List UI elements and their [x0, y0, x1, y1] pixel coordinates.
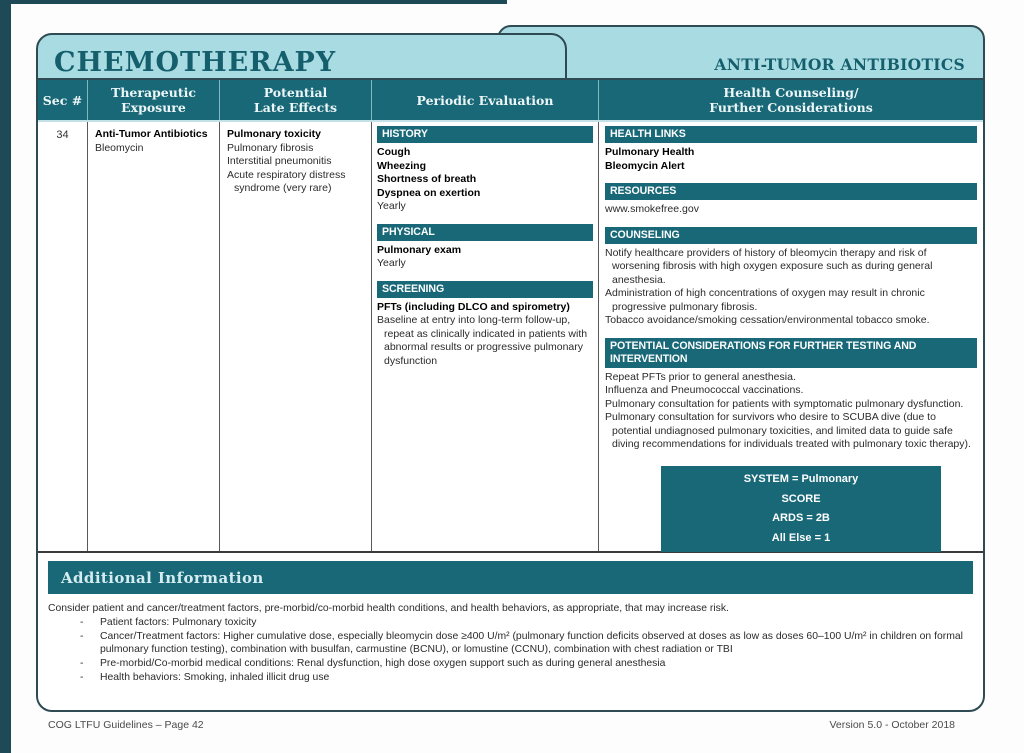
physical-frequency: Yearly	[377, 257, 406, 269]
history-item: Wheezing	[377, 159, 426, 172]
additional-intro: Consider patient and cancer/treatment factors, pre-morbid/co-morbid health conditions, and health behaviors, as appropriate, that may increase risk.	[48, 603, 729, 614]
bullet-dash: -	[80, 658, 84, 670]
potential-item: Influenza and Pneumococcal vaccinations.	[605, 384, 804, 396]
health-link: Pulmonary Health	[605, 146, 695, 158]
history-item: Cough	[377, 146, 411, 158]
counseling-item: Tobacco avoidance/smoking cessation/environmental tobacco smoke.	[605, 314, 930, 326]
guidelines-sheet	[36, 78, 985, 712]
history-item: Dyspnea on exertion	[377, 186, 481, 199]
additional-bullet: - Health behaviors: Smoking, inhaled illicit drug use	[80, 671, 330, 683]
resources-banner: RESOURCES	[605, 183, 977, 200]
history-banner: HISTORY	[377, 126, 593, 143]
late-effect-title: Pulmonary toxicity	[227, 128, 321, 140]
late-effect-item: Pulmonary fibrosis	[227, 141, 314, 154]
physical-item: Pulmonary exam	[377, 243, 462, 256]
table-header-row	[38, 80, 983, 122]
screening-test: PFTs (including DLCO and spirometry)	[377, 300, 570, 313]
column-header-periodic-evaluation: Periodic Evaluation	[372, 80, 599, 120]
score-label: SCORE	[781, 492, 821, 505]
viewer-edge-left	[0, 0, 11, 753]
score-box	[661, 466, 941, 552]
footer-page-reference: COG LTFU Guidelines – Page 42	[48, 719, 204, 731]
cell-sec-number	[38, 122, 88, 551]
bullet-dash: -	[80, 671, 84, 683]
potential-considerations-banner: POTENTIAL CONSIDERATIONS FOR FURTHER TESTING AND INTERVENTION	[605, 338, 977, 368]
tab-right-label: ANTI-TUMOR ANTIBIOTICS	[714, 55, 965, 74]
health-links-banner: HEALTH LINKS	[605, 126, 977, 143]
additional-information-body	[48, 602, 971, 685]
column-header-health-counseling: Health Counseling/ Further Considerations	[709, 85, 873, 115]
potential-item: Pulmonary consultation for patients with symptomatic pulmonary dysfunction.	[605, 397, 964, 410]
column-header-therapeutic-exposure: Therapeutic Exposure	[88, 80, 220, 120]
screening-banner: SCREENING	[377, 281, 593, 298]
score-ards: ARDS = 2B	[772, 512, 830, 525]
counseling-item: Notify healthcare providers of history of bleomycin therapy and risk of worsening fibrosis with high oxygen exposure such as during general anesthesia.	[605, 246, 933, 286]
resource-url[interactable]: www.smokefree.gov	[605, 203, 699, 215]
late-effect-item: Acute respiratory distress syndrome (very rare)	[227, 168, 346, 194]
viewer-edge-top	[0, 0, 507, 4]
screening-detail: Baseline at entry into long-term follow-up, repeat as clinically indicated in patients with abnormal results or progressive pulmonary dysfunction	[377, 314, 588, 367]
sec-number: 34	[56, 129, 69, 141]
cell-therapeutic-exposure	[88, 122, 220, 551]
potential-item: Repeat PFTs prior to general anesthesia.	[605, 370, 796, 383]
counseling-item: Administration of high concentrations of oxygen may result in chronic progressive pulmonary fibrosis.	[605, 287, 925, 313]
footer-version: Version 5.0 - October 2018	[829, 719, 955, 731]
history-frequency: Yearly	[377, 200, 406, 212]
tab-anti-tumor-antibiotics	[497, 25, 985, 85]
exposure-title: Anti-Tumor Antibiotics	[95, 128, 208, 140]
cell-health-counseling	[599, 122, 983, 551]
bullet-dash: -	[80, 630, 84, 642]
cell-potential-late-effects	[220, 122, 372, 551]
additional-information-title: Additional Information	[61, 568, 264, 587]
score-all-else: All Else = 1	[771, 531, 831, 544]
late-effect-item: Interstitial pneumonitis	[227, 155, 332, 167]
additional-bullet: - Patient factors: Pulmonary toxicity	[80, 616, 257, 628]
potential-item: Pulmonary consultation for survivors who desire to SCUBA dive (due to potential undiagnosed pulmonary toxicities, and limited data to guide safe diving recommendations for individuals treated with pulmonary toxic therapy).	[605, 411, 971, 450]
health-link: Bleomycin Alert	[605, 159, 685, 172]
bullet-dash: -	[80, 616, 84, 628]
counseling-banner: COUNSELING	[605, 227, 977, 244]
additional-information-banner	[48, 561, 973, 594]
table-row	[38, 122, 983, 553]
score-system: SYSTEM = Pulmonary	[743, 473, 859, 486]
additional-bullet: - Pre-morbid/Co-morbid medical conditions: Renal dysfunction, high dose oxygen support such as during general anesthesia	[80, 658, 666, 670]
column-header-sec: Sec #	[38, 80, 88, 120]
cell-periodic-evaluation	[372, 122, 599, 551]
physical-banner: PHYSICAL	[377, 224, 593, 241]
exposure-agent: Bleomycin	[95, 141, 144, 154]
column-header-potential-late-effects: Potential Late Effects	[220, 80, 372, 120]
history-item: Shortness of breath	[377, 173, 477, 185]
page-title: CHEMOTHERAPY	[54, 47, 337, 78]
additional-bullet: - Cancer/Treatment factors: Higher cumulative dose, especially bleomycin dose ≥400 U/m² (pulmonary function deficits observed at doses as low as doses 60–100 U/m² in children on formal pulmonary function testing), combination with busulfan, carmustine (BCNU), or lomustine (CCNU), combination with chest radiation or TBI	[80, 630, 963, 656]
